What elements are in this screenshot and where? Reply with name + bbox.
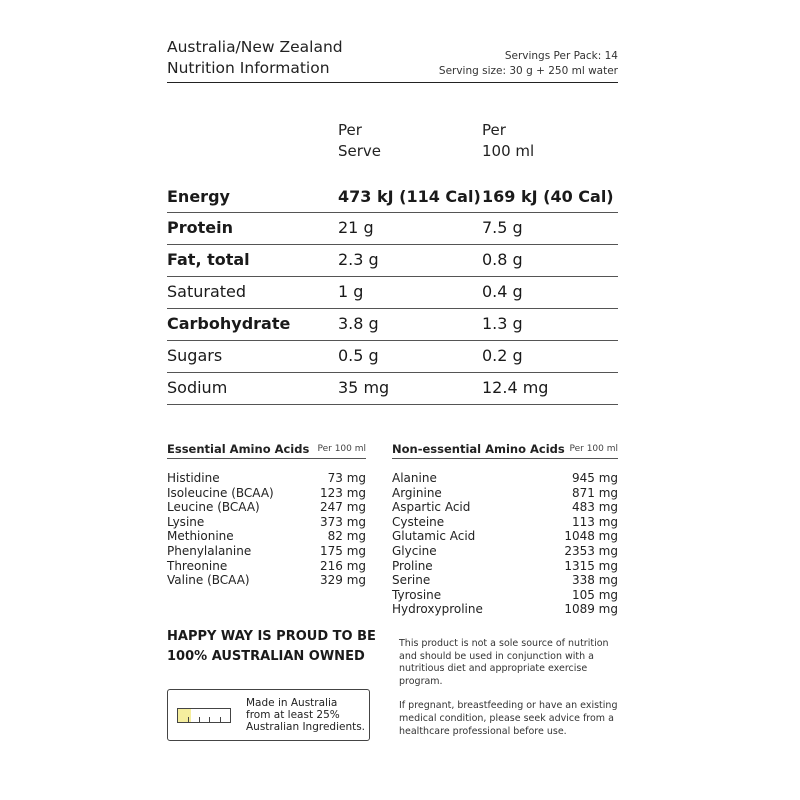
nutrition-row xyxy=(167,182,618,213)
amino-acid-name: Isoleucine (BCAA) xyxy=(167,485,274,500)
amino-acid-name: Glutamic Acid xyxy=(392,529,476,544)
amino-acid-value: 247 mg xyxy=(319,500,366,515)
essential-title: Essential Amino Acids xyxy=(167,442,310,456)
nutrition-row xyxy=(167,309,618,341)
essential-header xyxy=(167,441,366,459)
nutrition-row xyxy=(167,277,618,309)
per-100ml-value: 1.3 g xyxy=(482,314,523,333)
amino-acid-value: 1048 mg xyxy=(564,529,618,544)
col-per-serve-line1: Per xyxy=(338,121,362,139)
nutrition-row xyxy=(167,341,618,373)
nonessential-unit: Per 100 ml xyxy=(569,444,618,454)
per-100ml-value: 12.4 mg xyxy=(482,378,549,397)
essential-amino-acids xyxy=(167,441,366,588)
amino-acid-value: 82 mg xyxy=(327,529,366,544)
per-serve-value: 0.5 g xyxy=(338,346,379,365)
nutrition-table xyxy=(167,182,618,405)
gauge-tick xyxy=(209,717,210,722)
serving-size: Serving size: 30 g + 250 ml water xyxy=(438,65,618,77)
amino-acid-name: Methionine xyxy=(167,529,234,544)
col-per-serve-line2: Serve xyxy=(338,142,382,160)
amino-acid-row xyxy=(392,500,618,515)
amino-acid-name: Alanine xyxy=(392,471,437,485)
amino-acid-value: 175 mg xyxy=(319,543,366,558)
amino-acid-row xyxy=(167,544,366,559)
origin-line-2: from at least 25% xyxy=(246,709,340,722)
amino-acid-value: 73 mg xyxy=(327,471,366,485)
serving-info xyxy=(439,49,618,79)
amino-acid-row xyxy=(167,486,366,501)
amino-acid-name: Threonine xyxy=(167,558,228,573)
amino-acid-row xyxy=(392,515,618,530)
amino-acid-name: Leucine (BCAA) xyxy=(167,500,260,515)
per-serve-value: 1 g xyxy=(338,282,364,301)
amino-acid-value: 123 mg xyxy=(319,485,366,500)
disclaimer-para-1: This product is not a sole source of nutrition and should be used in conjunction with a nutritious diet and appropriate exercise program. xyxy=(399,638,609,687)
amino-acid-row xyxy=(392,471,618,486)
amino-acid-value: 1315 mg xyxy=(564,558,618,573)
origin-text xyxy=(246,697,365,734)
amino-acid-value: 105 mg xyxy=(571,587,618,602)
amino-acid-value: 113 mg xyxy=(571,514,618,529)
amino-acid-row xyxy=(167,500,366,515)
column-headers xyxy=(167,120,618,164)
per-100ml-value: 7.5 g xyxy=(482,218,523,237)
amino-acid-value: 871 mg xyxy=(571,485,618,500)
country-of-origin-label xyxy=(167,689,370,741)
amino-acid-row xyxy=(392,544,618,559)
nutrient-name: Saturated xyxy=(167,282,247,301)
nonessential-list xyxy=(392,471,618,617)
per-serve-value: 2.3 g xyxy=(338,250,379,269)
amino-acid-name: Hydroxyproline xyxy=(392,602,483,617)
amino-acid-name: Glycine xyxy=(392,543,437,558)
col-per-100-line2: 100 ml xyxy=(482,142,535,160)
nutrient-name: Sodium xyxy=(167,378,228,397)
per-100ml-value: 169 kJ (40 Cal) xyxy=(482,187,614,206)
amino-acid-value: 483 mg xyxy=(571,500,618,515)
amino-acid-row xyxy=(167,573,366,588)
nonessential-header xyxy=(392,441,618,459)
amino-acid-name: Tyrosine xyxy=(392,587,442,602)
col-per-serve xyxy=(338,120,381,162)
amino-acid-name: Proline xyxy=(392,558,433,573)
origin-line-3: Australian Ingredients. xyxy=(246,721,366,734)
amino-acid-row xyxy=(392,602,618,617)
col-per-100-line1: Per xyxy=(482,121,506,139)
amino-acid-row xyxy=(167,559,366,574)
per-serve-value: 3.8 g xyxy=(338,314,379,333)
amino-acid-name: Cysteine xyxy=(392,514,445,529)
amino-acid-name: Aspartic Acid xyxy=(392,500,471,515)
amino-acid-row xyxy=(392,486,618,501)
gauge-tick xyxy=(220,717,221,722)
nonessential-title: Non-essential Amino Acids xyxy=(392,442,565,456)
amino-acid-name: Lysine xyxy=(167,514,205,529)
title-line-2: Nutrition Information xyxy=(167,59,330,77)
disclaimer-para-2: If pregnant, breastfeeding or have an existing medical condition, please seek advice from a healthcare professional before use. xyxy=(399,700,618,737)
owned-line-1: HAPPY WAY IS PROUD TO BE xyxy=(167,629,376,644)
gauge-tick xyxy=(188,717,189,722)
per-100ml-value: 0.2 g xyxy=(482,346,523,365)
amino-acid-value: 338 mg xyxy=(571,573,618,588)
amino-acid-row xyxy=(392,559,618,574)
per-serve-value: 473 kJ (114 Cal) xyxy=(338,187,481,206)
panel-title xyxy=(167,37,343,79)
origin-line-1: Made in Australia xyxy=(246,697,338,709)
amino-acid-row xyxy=(392,573,618,588)
ingredient-bar-gauge xyxy=(177,708,231,723)
amino-acid-row xyxy=(167,529,366,544)
servings-per-pack: Servings Per Pack: 14 xyxy=(504,50,618,62)
amino-acid-name: Phenylalanine xyxy=(167,543,252,558)
owned-line-2: 100% AUSTRALIAN OWNED xyxy=(167,649,365,664)
nutrition-row xyxy=(167,213,618,245)
nutrient-name: Protein xyxy=(167,218,233,237)
gauge-tick xyxy=(199,717,200,722)
amino-acid-value: 2353 mg xyxy=(564,543,618,558)
amino-acid-name: Arginine xyxy=(392,485,442,500)
disclaimer xyxy=(399,638,629,750)
amino-acid-name: Valine (BCAA) xyxy=(167,573,250,588)
ownership-statement xyxy=(167,627,376,667)
amino-acid-row xyxy=(167,471,366,486)
nutrient-name: Fat, total xyxy=(167,250,250,269)
amino-acid-row xyxy=(392,588,618,603)
amino-acid-row xyxy=(167,515,366,530)
nutrient-name: Energy xyxy=(167,187,230,206)
essential-list xyxy=(167,471,366,588)
title-line-1: Australia/New Zealand xyxy=(167,38,343,56)
amino-acid-name: Histidine xyxy=(167,471,220,485)
nutrition-row xyxy=(167,245,618,277)
amino-acid-value: 329 mg xyxy=(319,573,366,588)
nutrient-name: Sugars xyxy=(167,346,223,365)
header-divider xyxy=(167,82,618,83)
amino-acid-name: Serine xyxy=(392,573,431,588)
per-serve-value: 35 mg xyxy=(338,378,390,397)
amino-acid-row xyxy=(392,529,618,544)
amino-acid-value: 373 mg xyxy=(319,514,366,529)
col-per-100ml xyxy=(482,120,534,162)
essential-unit: Per 100 ml xyxy=(317,444,366,454)
amino-acid-value: 216 mg xyxy=(319,558,366,573)
per-serve-value: 21 g xyxy=(338,218,374,237)
nonessential-amino-acids xyxy=(392,441,618,617)
nutrition-row xyxy=(167,373,618,405)
per-100ml-value: 0.8 g xyxy=(482,250,523,269)
per-100ml-value: 0.4 g xyxy=(482,282,523,301)
amino-acid-value: 945 mg xyxy=(571,471,618,485)
nutrient-name: Carbohydrate xyxy=(167,314,291,333)
amino-acid-value: 1089 mg xyxy=(564,602,618,617)
